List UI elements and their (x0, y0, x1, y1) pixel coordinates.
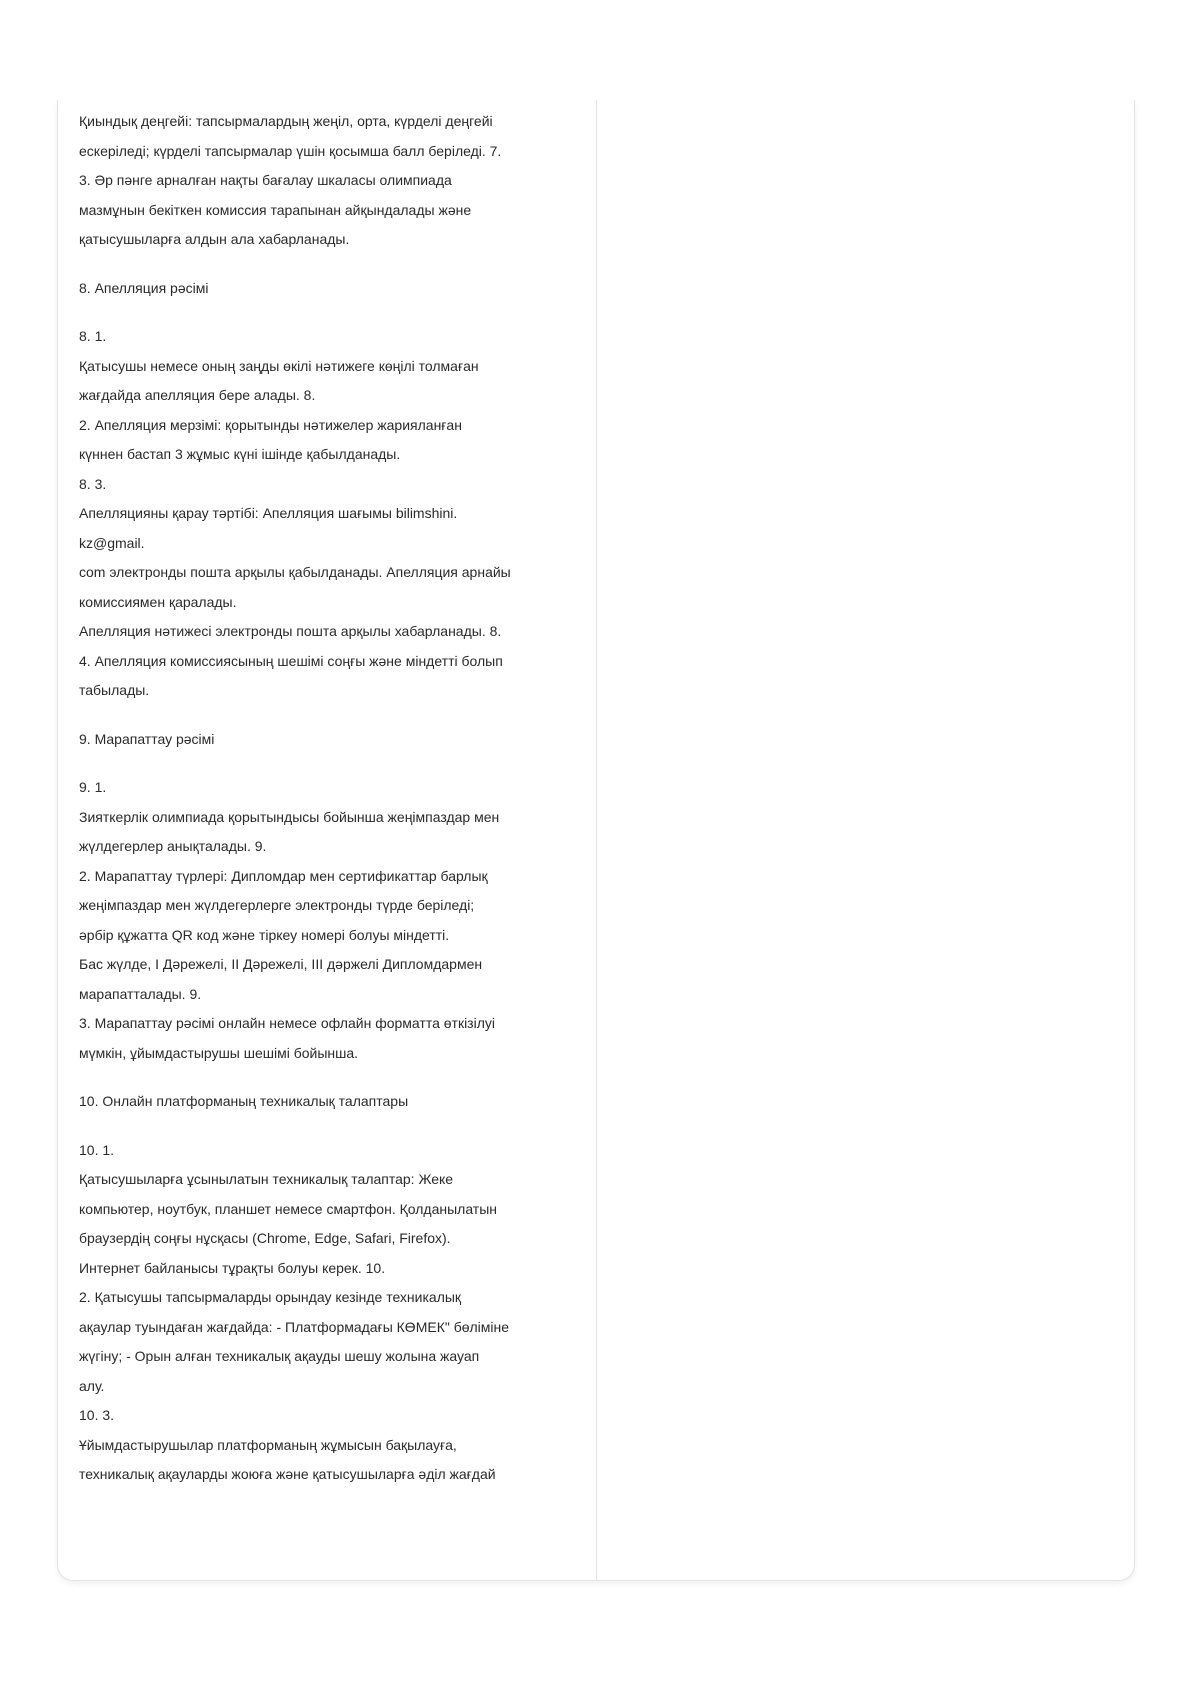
text-line: 2. Марапаттау түрлері: Дипломдар мен сертификаттар барлық (79, 867, 488, 884)
text-line: жеңімпаздар мен жүлдегерлерге электронды түрде беріледі; (79, 897, 475, 913)
text-line: жүгіну; - Орын алған техникалық ақауды шешу жолына жауап (79, 1348, 480, 1364)
text-line: 10. 1. (79, 1141, 115, 1158)
section-10-heading: 10. Онлайн платформаның техникалық талаптары (79, 1093, 409, 1109)
column-divider (596, 100, 597, 1580)
text-line: 9. 1. (79, 779, 107, 795)
text-line: марапатталады. 9. (79, 985, 202, 1002)
text-line: ескеріледі; күрделі тапсырмалар үшін қосымша балл беріледі. 7. (79, 142, 502, 159)
text-line: Бас жүлде, I Дәрежелі, II Дәрежелі, III дәржелі Дипломдармен (79, 956, 483, 972)
section-9-heading: 9. Марапаттау рәсімі (79, 730, 215, 747)
text-line: алу. (79, 1377, 105, 1394)
text-line: жүлдегерлер анықталады. 9. (79, 838, 267, 854)
text-line: Интернет байланысы тұрақты болуы керек. 10. (79, 1259, 386, 1276)
text-line: Зияткерлік олимпиада қорытындысы бойынша жеңімпаздар мен (79, 808, 500, 825)
text-line: Қиындық деңгейі: тапсырмалардың жеңіл, орта, күрделі деңгейі (79, 113, 493, 129)
text-line: жағдайда апелляция бере алады. 8. (79, 387, 316, 403)
section-8-heading: 8. Апелляция рәсімі (79, 279, 209, 296)
text-line: 8. 1. (79, 328, 107, 344)
text-line: табылады. (79, 682, 150, 698)
text-line: Ұйымдастырушылар платформаның жұмысын бақылауға, (79, 1436, 457, 1453)
section-9-body (79, 773, 579, 1068)
text-line: қатысушыларға алдын ала хабарланады. (79, 231, 350, 247)
text-line: әрбір құжатта QR код және тіркеу номері болуы міндетті. (79, 926, 450, 943)
text-line: мазмұнын бекіткен комиссия тарапынан айқындалады және (79, 201, 472, 218)
text-line: техникалық ақауларды жоюға және қатысушыларға әділ жағдай (79, 1466, 496, 1482)
text-line: комиссиямен қаралады. (79, 593, 237, 610)
text-line: 2. Қатысушы тапсырмаларды орындау кезінде техникалық (79, 1289, 462, 1305)
text-line: күннен бастап 3 жұмыс күні ішінде қабылданады. (79, 446, 401, 462)
text-line: Апелляцияны қарау тәртібі: Апелляция шағымы bilimshini. (79, 505, 458, 521)
section-8-body (79, 322, 579, 706)
intro-paragraph (79, 107, 579, 255)
text-line: com электронды пошта арқылы қабылданады. Апелляция арнайы (79, 564, 511, 580)
text-line: 8. 3. (79, 475, 107, 492)
text-line: ақаулар туындаған жағдайда: - Платформадағы КӨМЕК" бөліміне (79, 1318, 510, 1335)
text-line: 2. Апелляция мерзімі: қорытынды нәтижелер жарияланған (79, 416, 462, 433)
section-10-body (79, 1136, 579, 1490)
text-line: Қатысушыларға ұсынылатын техникалық талаптар: Жеке (79, 1171, 454, 1187)
text-line: Апелляция нәтижесі электронды пошта арқылы хабарланады. 8. (79, 623, 502, 639)
text-line: kz@gmail. (79, 534, 145, 551)
document-card (57, 100, 1135, 1581)
document-text-column (79, 107, 579, 1490)
text-line: 4. Апелляция комиссиясының шешімі соңғы және міндетті болып (79, 652, 503, 669)
text-line: 3. Марапаттау рәсімі онлайн немесе офлайн форматта өткізілуі (79, 1015, 495, 1031)
text-line: браузердің соңғы нұсқасы (Chrome, Edge, Safari, Firefox). (79, 1230, 451, 1246)
text-line: Қатысушы немесе оның заңды өкілі нәтижеге көңілі толмаған (79, 357, 479, 374)
text-line: мүмкін, ұйымдастырушы шешімі бойынша. (79, 1044, 359, 1061)
text-line: 3. Әр пәнге арналған нақты бағалау шкаласы олимпиада (79, 172, 452, 188)
text-line: компьютер, ноутбук, планшет немесе смартфон. Қолданылатын (79, 1200, 498, 1217)
text-line: 10. 3. (79, 1407, 115, 1423)
